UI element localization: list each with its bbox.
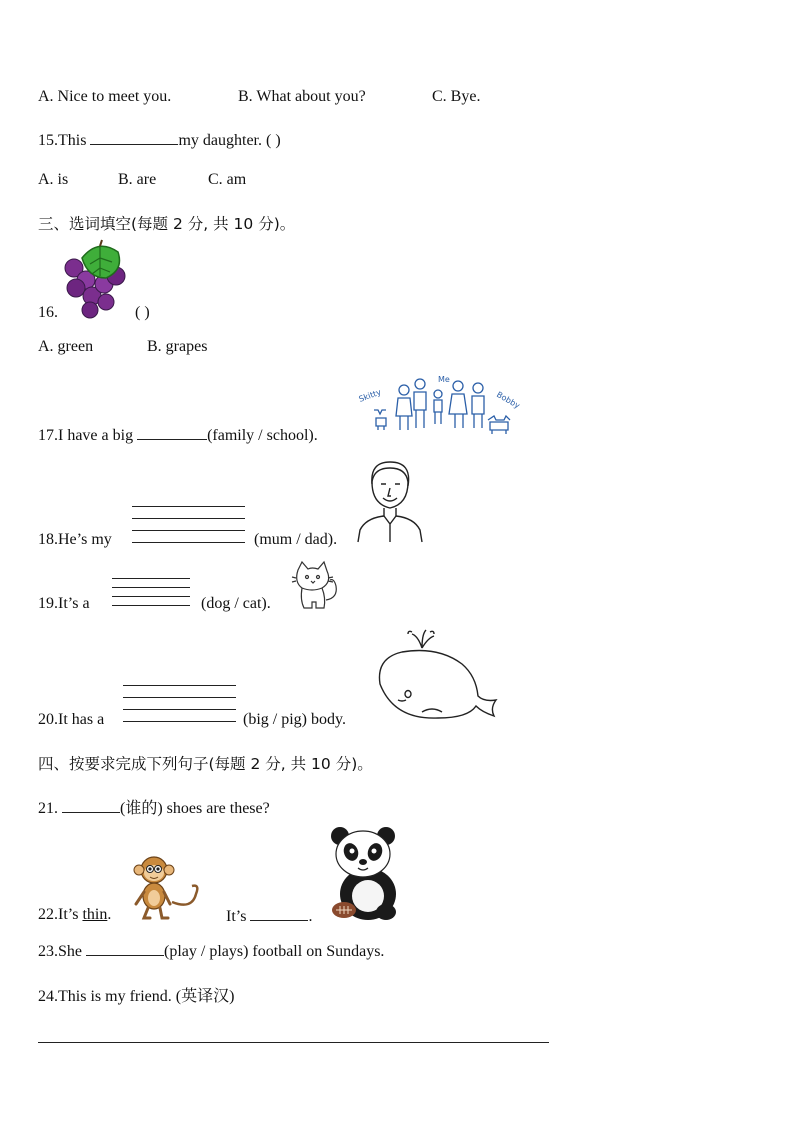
q23-prefix: 23.She — [38, 943, 86, 960]
q22-mid: . — [107, 906, 112, 923]
q19-prefix: 19.It’s a — [38, 595, 90, 612]
q18-prefix: 18.He’s my — [38, 531, 112, 548]
q22-answer-blank[interactable] — [250, 906, 308, 921]
q19-answer-lines[interactable] — [112, 578, 190, 617]
section-3-heading: 三、选词填空(每题 2 分, 共 10 分)。 — [38, 215, 296, 233]
q14-option-a: A. Nice to meet you. — [38, 88, 172, 105]
q14-option-c: C. Bye. — [432, 88, 481, 105]
q21-question — [38, 795, 270, 818]
q15-option-c: C. am — [208, 171, 247, 188]
bobby-label: Bobby — [495, 389, 522, 411]
skitty-label: Skitty — [357, 387, 383, 404]
q17-suffix: (family / school). — [207, 427, 318, 444]
q22-underlined-word: thin — [82, 906, 108, 923]
q24-answer-line[interactable] — [38, 1042, 549, 1043]
q15-prefix: 15.This — [38, 132, 91, 149]
q21-answer-blank[interactable] — [62, 798, 120, 813]
q22-prefix: 22.It’s — [38, 906, 83, 923]
q22-end: . — [308, 908, 313, 925]
q23-suffix: (play / plays) football on Sundays. — [164, 943, 385, 960]
q20-suffix: (big / pig) body. — [243, 711, 346, 728]
q17-prefix: 17.I have a big — [38, 427, 138, 444]
man-icon — [356, 460, 426, 542]
whale-icon — [372, 628, 502, 720]
q16-number: 16. — [38, 304, 58, 321]
q15-option-a: A. is — [38, 171, 69, 188]
monkey-icon — [130, 854, 206, 920]
grapes-icon — [62, 240, 132, 320]
q15-option-b: B. are — [118, 171, 157, 188]
q19-suffix: (dog / cat). — [201, 595, 271, 612]
q21-suffix: (谁的) shoes are these? — [120, 800, 270, 817]
q15-answer-blank[interactable] — [90, 130, 178, 145]
q22-second-sentence — [226, 906, 312, 926]
q18-suffix: (mum / dad). — [254, 531, 338, 548]
family-icon — [357, 374, 522, 438]
q15-suffix: my daughter. ( ) — [178, 132, 281, 149]
section-4-heading: 四、按要求完成下列句子(每题 2 分, 共 10 分)。 — [38, 755, 373, 773]
q16-option-b: B. grapes — [147, 338, 208, 355]
q18-answer-lines[interactable] — [132, 506, 245, 554]
q16-option-a: A. green — [38, 338, 94, 355]
q17-answer-blank[interactable] — [137, 425, 207, 440]
q22-question — [38, 906, 111, 924]
q20-prefix: 20.It has a — [38, 711, 105, 728]
cat-icon — [292, 560, 340, 610]
q24-question: 24.This is my friend. (英译汉) — [38, 988, 235, 1005]
me-label: Me — [438, 375, 450, 384]
q20-answer-lines[interactable] — [123, 685, 236, 733]
q14-option-b: B. What about you? — [238, 88, 366, 105]
q21-prefix: 21. — [38, 800, 62, 817]
q15-question — [38, 130, 281, 150]
q16-answer-paren[interactable]: ( ) — [135, 304, 150, 321]
q23-answer-blank[interactable] — [86, 941, 164, 956]
q22-second-prefix: It’s — [226, 908, 251, 925]
panda-icon — [326, 826, 406, 922]
q17-question — [38, 425, 318, 445]
q23-question — [38, 941, 384, 961]
